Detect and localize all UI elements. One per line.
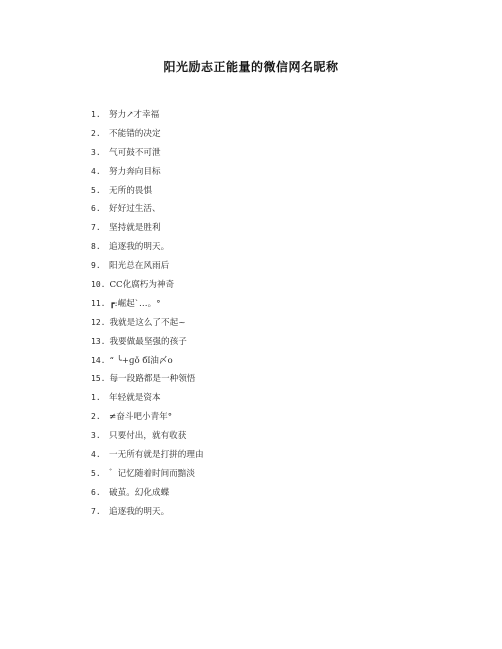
item-text: 追逐我的明天。 [109,506,170,517]
item-text: 阳光总在风雨后 [109,261,170,272]
list-item [91,128,204,147]
item-text: 只要付出，就有收获 [109,431,187,442]
list-item [91,392,204,411]
list-item [91,355,204,374]
item-text: 追逐我的明天。 [109,242,170,253]
item-number: 4. [91,450,101,460]
item-text: 坚持就是胜利 [109,223,161,234]
item-text: ≠奋斗吧小青年° [109,412,173,423]
item-number: 15. [91,374,106,384]
list-item [91,317,204,336]
item-text: “ ╰+ɡǒ бǐ油〆ο [109,355,173,366]
list-item [91,203,204,222]
item-text: 年轻就是资本 [109,393,161,404]
list-item [91,373,204,392]
item-number: 9. [91,261,101,271]
nickname-list [91,109,204,525]
list-item [91,279,204,298]
list-item [91,430,204,449]
list-item [91,109,204,128]
item-text: 好好过生活、 [109,204,161,215]
item-number: 6. [91,204,101,214]
item-number: 1. [91,110,101,119]
document-title: 阳光励志正能量的微信网名昵称 [163,60,339,74]
list-item [91,185,204,204]
item-text: 无所的畏惧 [109,185,152,196]
item-text: 破茧。幻化成蝶 [109,487,170,498]
item-number: 6. [91,487,101,497]
item-text: 努力奔向目标 [109,166,161,177]
item-number: 12. [91,317,106,327]
list-item [91,449,204,468]
item-number: 2. [91,412,101,422]
list-item [91,336,204,355]
item-number: 14. [91,355,106,365]
list-item [91,487,204,506]
item-text: 努力↗才幸福 [109,110,160,120]
item-number: 7. [91,223,101,233]
item-text: CC化腐朽为神奇 [109,280,175,291]
item-text: 一无所有就是打拼的理由 [109,450,204,461]
item-text: 我要做最坚强的孩子 [109,336,187,347]
list-item [91,298,204,317]
item-number: 2. [91,128,101,138]
item-number: 5. [91,468,101,478]
item-number: 3. [91,147,101,157]
item-number: 3. [91,431,101,441]
list-item [91,260,204,279]
item-number: 1. [91,393,101,403]
item-number: 11. [91,298,106,308]
list-item [91,147,204,166]
list-item [91,222,204,241]
item-number: 10. [91,280,106,290]
item-text: 气可鼓不可泄 [109,147,161,158]
list-item [91,166,204,185]
item-number: 8. [91,242,101,252]
item-text: 每一段路都是一种领悟 [109,374,196,385]
item-number: 5. [91,185,101,195]
item-number: 4. [91,166,101,176]
item-text: ┏:崛起`…。° [109,298,161,309]
list-item [91,506,204,525]
item-text: 不能错的决定 [109,128,161,139]
item-number: 7. [91,506,101,516]
item-number: 13. [91,336,106,346]
list-item [91,468,204,487]
list-item [91,411,204,430]
item-text: ゛记忆随着时间而黯淡 [109,468,195,479]
list-item [91,241,204,260]
item-text: 我就是这么了不起~ [109,317,186,328]
